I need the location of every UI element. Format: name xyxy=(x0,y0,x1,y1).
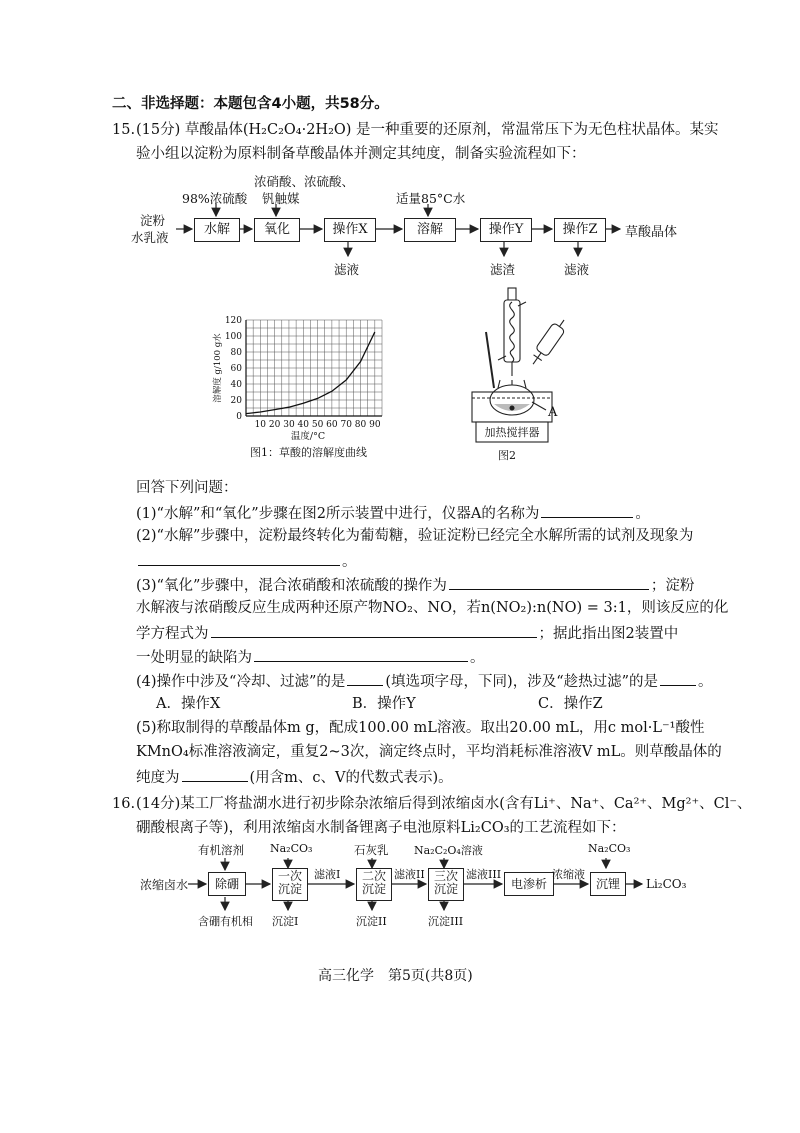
q16-byproduct-precipitate-2: 沉淀II xyxy=(356,915,387,928)
q16-intro-line1: (14分)某工厂将盐湖水进行初步除杂浓缩后得到浓缩卤水(含有Li⁺、Na⁺、Ca²⁺、Mg²⁺、Cl⁻、 xyxy=(136,796,752,812)
q16-step-precipitation-3: 三次沉淀 xyxy=(428,868,464,901)
q15-sub3-text1: (3)“氧化”步骤中，混合浓硝酸和浓硫酸的操作为 xyxy=(136,578,447,594)
q15-sub4-text-mid: (填选项字母，下同)，涉及“趁热过滤”的是 xyxy=(385,674,659,690)
q15-intro-line1: (15分) 草酸晶体(H₂C₂O₄·2H₂O) 是一种重要的还原剂，常温常压下为无色柱状晶体。某实 xyxy=(136,122,719,138)
q15-sub3-text1-end: ；淀粉 xyxy=(650,578,695,594)
q15-sub5-line1: (5)称取制得的草酸晶体m g，配成100.00 mL溶液。取出20.00 mL，用c mol·L⁻¹酸性 xyxy=(136,720,705,736)
chart-y-axis-label: 溶解度 g/100 g水 xyxy=(213,333,223,403)
q16-reagent-lime-milk: 石灰乳 xyxy=(354,843,389,857)
chart-x-tick-label: 10 xyxy=(254,420,267,430)
q16-reagent-na2c2o4: Na₂C₂O₄溶液 xyxy=(414,844,483,857)
q16-step-precipitation-1: 一次沉淀 xyxy=(272,868,308,901)
chart-y-tick-label: 20 xyxy=(230,396,242,406)
q15-step-oxidation: 氧化 xyxy=(254,218,300,242)
q15-start-label-1: 淀粉 xyxy=(140,213,166,228)
q15-product: 草酸晶体 xyxy=(625,225,678,240)
chart-x-axis-label: 温度/°C xyxy=(290,431,326,442)
q16-step-lithium-precipitation: 沉锂 xyxy=(590,872,626,896)
q16-step-precipitation-2: 二次沉淀 xyxy=(356,868,392,901)
q15-sub3-text4-end: 。 xyxy=(470,650,485,666)
q16-byproduct-precipitate-3: 沉淀III xyxy=(428,915,464,928)
q15-start-label-2: 水乳液 xyxy=(131,230,169,245)
q15-sub1-text: (1)“水解”和“氧化”步骤在图2所示装置中进行，仪器A的名称为 xyxy=(136,506,540,522)
q15-byproduct-filtrate-z: 滤液 xyxy=(564,262,590,277)
q15-sub3-text4: 一处明显的缺陷为 xyxy=(136,650,252,666)
q16-intro-line2: 硼酸根离子等)，利用浓缩卤水制备锂离子电池原料Li₂CO₃的工艺流程如下： xyxy=(136,820,626,836)
q15-sub1-end: 。 xyxy=(635,506,650,522)
figure1-caption: 图1：草酸的溶解度曲线 xyxy=(250,446,367,459)
q16-reagent-na2co3-2: Na₂CO₃ xyxy=(588,842,631,855)
q16-filtrate-3: 滤液III xyxy=(466,868,502,881)
q16-number: 16. xyxy=(112,796,136,812)
q15-reagent-catalyst: 钒触媒 xyxy=(262,191,300,206)
q15-sub3-text3: 学方程式为 xyxy=(136,626,209,642)
q15-step-hydrolysis: 水解 xyxy=(194,218,240,242)
chart-y-tick-label: 40 xyxy=(230,380,242,390)
chart-x-tick-label: 50 xyxy=(311,420,324,430)
q15-sub5-text3: 纯度为 xyxy=(136,770,180,786)
chart-y-tick-label: 120 xyxy=(224,316,242,326)
q15-sub2-end: 。 xyxy=(342,554,357,570)
q16-step-remove-boron: 除硼 xyxy=(208,872,246,896)
chart-y-tick-label: 100 xyxy=(224,332,242,342)
q16-product: Li₂CO₃ xyxy=(646,877,687,891)
q16-byproduct-precipitate-1: 沉淀I xyxy=(272,915,299,928)
q15-sub3-text3-end: ；据此指出图2装置中 xyxy=(538,626,679,642)
q15-intro-line2: 验小组以淀粉为原料制备草酸晶体并测定其纯度，制备实验流程如下： xyxy=(136,146,586,162)
q15-byproduct-filtrate-x: 滤液 xyxy=(334,262,360,277)
chart-x-tick-label: 70 xyxy=(340,420,352,430)
q15-reagent-acids: 浓硝酸、浓硫酸、 xyxy=(254,174,355,189)
q16-step-electrodialysis: 电渗析 xyxy=(504,872,554,896)
chart-y-tick-label: 60 xyxy=(230,364,242,374)
q15-sub2-line1: (2)“水解”步骤中，淀粉最终转化为葡萄糖，验证淀粉已经完全水解所需的试剂及现象为 xyxy=(136,528,694,544)
chart-x-tick-label: 20 xyxy=(268,420,281,430)
figure2-heater-label: 加热搅拌器 xyxy=(484,426,540,439)
page-footer: 高三化学 第5页(共8页) xyxy=(318,968,473,984)
chart-y-tick-label: 80 xyxy=(230,348,242,358)
figure2-label-a: A xyxy=(548,405,558,420)
q16-filtrate-2: 滤液II xyxy=(394,868,425,881)
q16-reagent-organic-solvent: 有机溶剂 xyxy=(198,843,244,857)
chart-x-tick-label: 90 xyxy=(369,420,381,430)
chart-x-tick-label: 30 xyxy=(283,420,295,430)
chart-x-tick-label: 40 xyxy=(297,420,309,430)
q15-sub4-option-c: C．操作Z xyxy=(538,696,603,712)
q15-prompt: 回答下列问题： xyxy=(136,480,238,496)
q15-step-operation-y: 操作Y xyxy=(480,218,532,242)
q16-reagent-na2co3-1: Na₂CO₃ xyxy=(270,842,313,855)
q16-start-label: 浓缩卤水 xyxy=(140,878,189,892)
q15-sub4-option-a: A．操作X xyxy=(156,696,221,712)
q16-concentrate: 浓缩液 xyxy=(552,868,585,881)
section-header: 二、非选择题：本题包含4小题，共58分。 xyxy=(112,96,389,112)
q15-sub4-option-b: B．操作Y xyxy=(352,696,416,712)
q15-reagent-h2so4: 98%浓硫酸 xyxy=(182,191,248,206)
q15-number: 15. xyxy=(112,122,136,138)
figure2-caption: 图2 xyxy=(498,449,516,462)
q15-sub4-end: 。 xyxy=(698,674,713,690)
chart-x-tick-label: 80 xyxy=(354,420,367,430)
q15-byproduct-residue-y: 滤渣 xyxy=(490,262,516,277)
q16-filtrate-1: 滤液I xyxy=(314,868,341,881)
q15-reagent-water: 适量85°C水 xyxy=(396,191,466,206)
q15-sub3-line2: 水解液与浓硝酸反应生成两种还原产物NO₂、NO，若n(NO₂):n(NO) = 3:1，则该反应的化 xyxy=(136,600,729,616)
q15-step-operation-x: 操作X xyxy=(324,218,376,242)
q15-sub5-text3-end: (用含m、c、V的代数式表示)。 xyxy=(249,770,453,786)
q15-step-dissolve: 溶解 xyxy=(404,218,456,242)
chart-x-tick-label: 60 xyxy=(326,420,338,430)
q15-sub4-text: (4)操作中涉及“冷却、过滤”的是 xyxy=(136,674,346,690)
q16-byproduct-organic-phase: 含硼有机相 xyxy=(198,915,253,928)
chart-y-tick-label: 0 xyxy=(236,412,242,422)
q15-step-operation-z: 操作Z xyxy=(554,218,606,242)
q15-sub5-line2: KMnO₄标准溶液滴定，重复2~3次，滴定终点时，平均消耗标准溶液V mL。则草酸晶体的 xyxy=(136,744,722,760)
